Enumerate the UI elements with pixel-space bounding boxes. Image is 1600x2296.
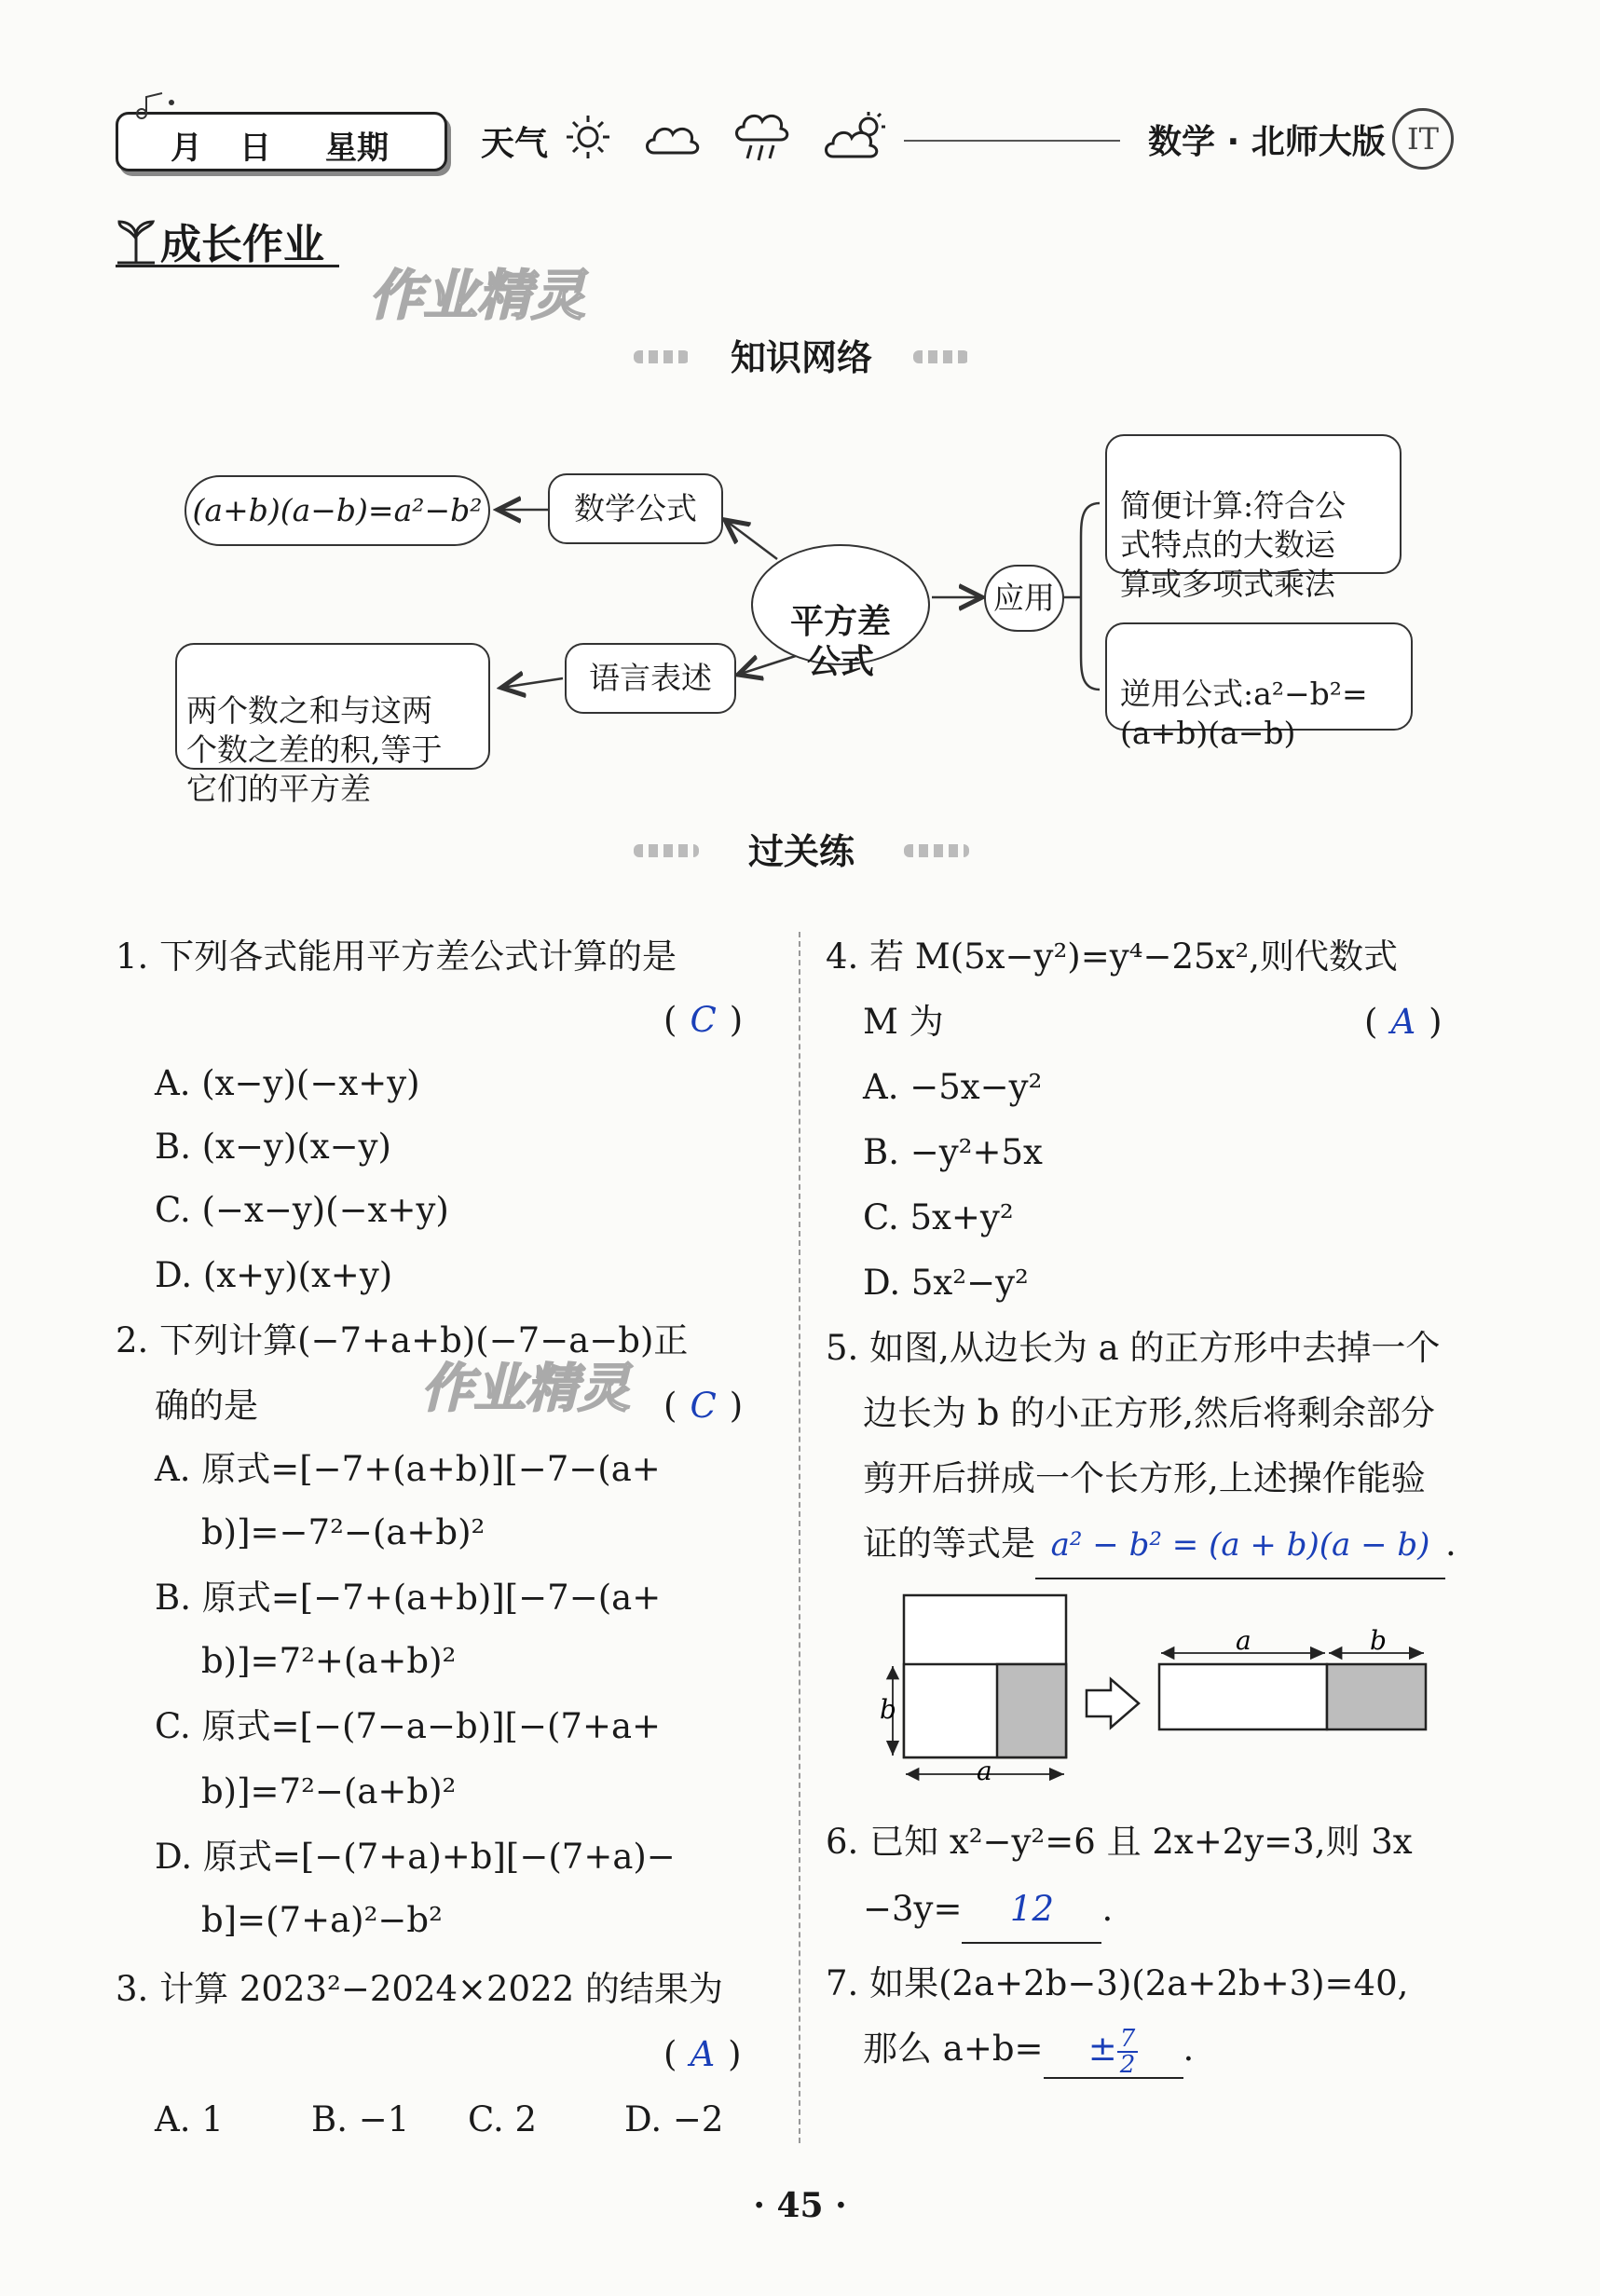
q4-answer: A [1390,1002,1429,1042]
q5-suffix: . [1445,1524,1456,1564]
q6-line-2 [863,1877,1113,1944]
fig-b-left: b [880,1694,896,1725]
watermark-mid: 作业精灵 [421,1359,630,1419]
arrow-icon [1087,1679,1139,1728]
q4-stem-2: M 为 [863,1002,944,1042]
q7-numerator: 7 [1117,2027,1139,2053]
weather-label: 天气 [481,125,549,163]
q5-line-4 [863,1511,1456,1579]
q1-answer-bracket: (C) [663,1000,757,1040]
q2-option-b-2: b)]=7²+(a+b)² [201,1641,457,1681]
q5-line-2: 边长为 b 的小正方形,然后将剩余部分 [863,1393,1435,1433]
q2-answer-bracket: (C) [663,1386,757,1426]
q2-option-d-1: D. 原式=[−(7+a)+b][−(7+a)− [155,1837,676,1877]
practice-heading [634,824,969,880]
header-day: 日 [239,130,271,167]
fig-a-top: a [1236,1625,1251,1656]
q7-line-2 [863,2016,1194,2082]
q7-denominator: 2 [1119,2050,1136,2079]
q6-suffix: . [1101,1889,1114,1929]
fig-a-bottom: a [977,1756,992,1786]
apply-label: 应用 [993,580,1055,616]
formula-label-node [548,473,723,544]
q7-answer-sign: ± [1087,2029,1117,2069]
apply-reverse-node [1105,622,1413,751]
formula-node [185,475,490,546]
q7-suffix: . [1183,2029,1195,2069]
q3-option-a: A. 1 [155,2099,224,2139]
q3-option-d: D. −2 [624,2099,724,2139]
q4-answer-bracket: (A) [1364,1002,1456,1042]
formula-label: 数学公式 [574,490,697,526]
q3-answer: A [690,2034,729,2074]
badge-text: IT [1407,121,1439,157]
q4-option-d: D. 5x²−y² [863,1263,1029,1303]
q7-prefix: 那么 a+b= [863,2029,1044,2069]
language-text-node [175,643,490,807]
q2-stem-1: 2. 下列计算(−7+a+b)(−7−a−b)正 [116,1320,689,1360]
shaded-piece [997,1664,1066,1757]
language-label: 语言表述 [589,660,712,696]
q2-option-c-2: b)]=7²−(a+b)² [201,1771,457,1811]
q1-option-c: C. (−x−y)(−x+y) [155,1190,449,1230]
column-divider [799,932,800,2143]
fig-b-top: b [1370,1625,1387,1656]
language-text: 两个数之和与这两 个数之差的积,等于 它们的平方差 [186,692,443,807]
q6-prefix: −3y= [863,1889,963,1929]
q5-prefix: 证的等式是 [863,1524,1035,1564]
q4-option-b: B. −y²+5x [863,1132,1043,1172]
q2-option-a-2: b)]=−7²−(a+b)² [201,1512,485,1552]
center-text: 平方差 公式 [789,603,891,681]
q1-option-a: A. (x−y)(−x+y) [155,1063,420,1103]
long-rect-shaded [1327,1664,1426,1729]
language-label-node [565,643,736,714]
formula-text: (a+b)(a−b)=a²−b² [192,492,483,528]
q1-answer: C [690,1000,730,1040]
apply-simple-text: 简便计算:符合公 式特点的大数运 算或多项式乘法 [1120,487,1347,602]
q5-line-3: 剪开后拼成一个长方形,上述操作能验 [863,1458,1426,1498]
q7-answer [1044,2021,1183,2079]
header-month: 月 [171,130,202,167]
q3-answer-bracket: (A) [663,2034,755,2074]
dots-right-2 [904,844,969,857]
q7-line-1: 7. 如果(2a+2b−3)(2a+2b+3)=40, [826,1963,1409,2003]
q7-fraction [1117,2024,1139,2079]
q5-line-1: 5. 如图,从边长为 a 的正方形中去掉一个 [826,1328,1441,1368]
q2-option-a-1: A. 原式=[−7+(a+b)][−7−(a+ [155,1449,661,1489]
section-title: 成长作业 [160,221,324,268]
header-weekday: 星期 [325,130,389,167]
apply-simple-node [1105,434,1402,602]
apply-label-node [984,565,1064,632]
q6-answer: 12 [962,1877,1101,1944]
q4-option-c: C. 5x+y² [863,1197,1014,1237]
q1-option-b: B. (x−y)(x−y) [155,1127,391,1167]
practice-heading-text: 过关练 [747,831,855,872]
long-rectangle [1159,1664,1327,1729]
q3-option-b: B. −1 [311,2099,410,2139]
q6-line-1: 6. 已知 x²−y²=6 且 2x+2y=3,则 3x [826,1822,1413,1862]
watermark-top: 作业精灵 [369,264,586,327]
subject-label: 数学 · 北师大版 [1148,123,1386,161]
q2-answer: C [690,1386,730,1426]
apply-reverse-text: 逆用公式:a²−b²= (a+b)(a−b) [1120,676,1368,751]
q4-stem-1: 4. 若 M(5x−y²)=y⁴−25x²,则代数式 [826,936,1399,977]
q3-option-c: C. 2 [468,2099,538,2139]
q5-figure [867,1588,1444,1802]
center-node [751,544,930,681]
q2-option-d-2: b]=(7+a)²−b² [201,1900,443,1940]
knowledge-heading-text: 知识网络 [730,337,872,378]
q2-option-b-1: B. 原式=[−7+(a+b)][−7−(a+ [155,1578,662,1618]
q2-option-c-1: C. 原式=[−(7−a−b)][−(7+a+ [155,1706,662,1746]
q1-option-d: D. (x+y)(x+y) [155,1255,393,1295]
q5-answer: a² − b² = (a + b)(a − b) [1035,1512,1445,1579]
page-number: · 45 · [753,2186,847,2225]
q2-stem-2: 确的是 [155,1386,258,1426]
q1-stem: 1. 下列各式能用平方差公式计算的是 [116,936,677,977]
dots-left-2 [634,844,699,857]
q3-stem: 3. 计算 2023²−2024×2022 的结果为 [116,1969,723,2009]
q4-option-a: A. −5x−y² [863,1067,1043,1107]
